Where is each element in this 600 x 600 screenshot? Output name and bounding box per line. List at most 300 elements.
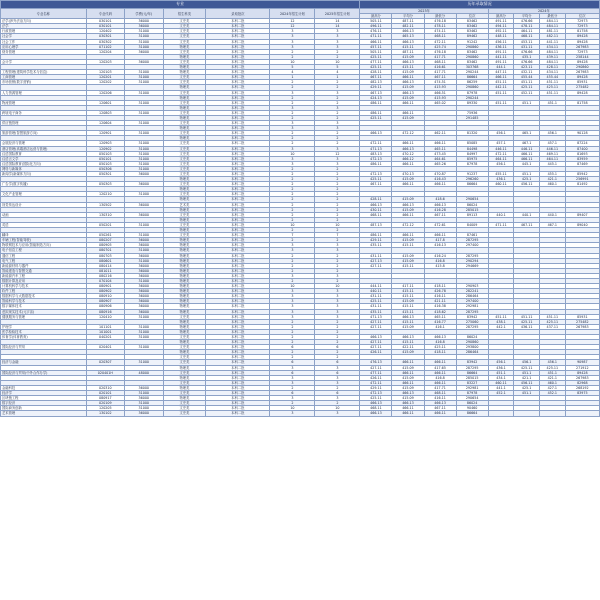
table-cell: 415.93 — [424, 85, 456, 90]
table-cell: 文史类 — [163, 110, 206, 115]
table-cell: 2 — [315, 166, 360, 171]
table-body — [1, 19, 600, 416]
table-cell: 2 — [315, 268, 360, 273]
table-cell: 物理类 — [163, 258, 206, 263]
table-cell: 472.13 — [360, 156, 392, 161]
table-cell: 2 — [270, 319, 315, 324]
table-cell: 文史类 — [163, 39, 206, 44]
table-cell: 英语 — [1, 222, 87, 227]
table-cell: 31000 — [125, 278, 164, 283]
table-cell: 工商管理 — [1, 75, 87, 80]
table-cell: 472.13 — [360, 391, 392, 396]
table-cell: 人力资源管理 — [1, 90, 87, 95]
table-cell: 本科二批 — [206, 24, 270, 29]
table-cell: 本科二批 — [206, 309, 270, 314]
table-cell: 本科二批 — [206, 268, 270, 273]
table-cell: 436.11 — [488, 44, 514, 49]
table-cell: 89428 — [565, 90, 599, 95]
table-cell: 446.11 — [488, 146, 514, 151]
table-cell: 3 — [270, 90, 315, 95]
table-cell: 2 — [270, 212, 315, 217]
table-cell: 本科二批 — [206, 253, 270, 258]
table-cell: 466.13 — [392, 29, 424, 34]
table-cell — [514, 411, 540, 416]
table-cell: 本科二批 — [206, 136, 270, 141]
table-cell: 3 — [270, 126, 315, 131]
table-cell: 468.11 — [360, 406, 392, 411]
table-cell: 2 — [315, 85, 360, 90]
table-cell: 416.8 — [424, 340, 456, 345]
table-cell: 466.13 — [360, 401, 392, 406]
table-cell: 2 — [315, 131, 360, 136]
table-cell: 数字媒体技术 — [1, 304, 87, 309]
table-cell: 81492 — [565, 182, 599, 187]
table-cell: 86024 — [456, 335, 488, 340]
col-y2-avg: 平均分 — [514, 14, 540, 19]
table-cell: 社会学 — [1, 34, 87, 39]
table-cell: 3 — [270, 44, 315, 49]
table-cell: 020401 — [86, 345, 125, 350]
table-cell: 2 — [270, 141, 315, 146]
table-cell: 496.11 — [360, 24, 392, 29]
table-cell: 425.11 — [360, 54, 392, 59]
table-cell: 466.13 — [392, 401, 424, 406]
table-cell: 本科二批 — [206, 324, 270, 329]
table-cell: 1 — [315, 75, 360, 80]
table-cell: 297400 — [456, 243, 488, 248]
table-cell: 425.11 — [360, 65, 392, 70]
table-cell: 10 — [270, 222, 315, 227]
table-cell: 453.11 — [514, 39, 540, 44]
table-cell: 89040 — [565, 222, 599, 227]
table-cell: 31000 — [125, 406, 164, 411]
table-cell: 466.13 — [424, 202, 456, 207]
table-cell: 10 — [270, 284, 315, 289]
table-cell: 080910 — [86, 294, 125, 299]
table-cell: 10 — [315, 59, 360, 64]
table-cell: 428.11 — [360, 70, 392, 75]
table-cell: 020310 — [86, 385, 125, 390]
table-cell: 465.1 — [514, 131, 540, 136]
table-cell: 268192 — [565, 385, 599, 390]
table-cell: 本科二批 — [206, 375, 270, 380]
table-cell: 文史类 — [163, 360, 206, 365]
table-cell: 465.11 — [424, 146, 456, 151]
table-cell: 3 — [315, 44, 360, 49]
table-cell: 491.11 — [488, 49, 514, 54]
table-cell: 新能源汽车工程 — [1, 273, 87, 278]
table-cell: 466.11 — [424, 411, 456, 416]
table-cell: 物理类 — [163, 243, 206, 248]
table-cell: 3 — [315, 309, 360, 314]
table-cell: 290654 — [456, 197, 488, 202]
table-cell: 物理类 — [163, 54, 206, 59]
table-cell: 物理类 — [163, 70, 206, 75]
table-cell: 31000 — [125, 391, 164, 396]
table-cell: 31000 — [125, 131, 164, 136]
table-cell: 文史类 — [163, 146, 206, 151]
table-cell: 数据计算及应用 — [1, 278, 87, 283]
col-plan2024: 2024年招生计划 — [270, 9, 315, 19]
table-cell: 本科二批 — [206, 222, 270, 227]
table-cell: 12 — [270, 24, 315, 29]
table-cell: 31000 — [125, 146, 164, 151]
table-cell: 418.6 — [424, 197, 456, 202]
table-cell: 451.1 — [514, 100, 540, 105]
table-cell: 86664 — [456, 411, 488, 416]
table-cell: 466.13 — [392, 59, 424, 64]
table-cell: 120206 — [86, 90, 125, 95]
table-cell: 36000 — [125, 411, 164, 416]
table-cell: 2 — [270, 100, 315, 105]
table-cell: 3 — [315, 146, 360, 151]
table-cell: 434.11 — [539, 70, 565, 75]
table-cell: 415.11 — [392, 340, 424, 345]
table-cell: 470.12 — [392, 151, 424, 156]
table-cell: 451.11 — [514, 80, 540, 85]
table-cell: 303768 — [456, 65, 488, 70]
table-cell: 080207 — [86, 238, 125, 243]
table-cell: 3 — [315, 299, 360, 304]
table-cell: 415.11 — [392, 294, 424, 299]
table-cell: 080901 — [86, 284, 125, 289]
table-cell: 文史类 — [163, 172, 206, 177]
table-cell: 451.1 — [539, 370, 565, 375]
table-cell: 本科二批 — [206, 29, 270, 34]
table-cell: 物理类 — [163, 396, 206, 401]
table-cell: 469.11 — [539, 151, 565, 156]
table-cell: 87461 — [456, 233, 488, 238]
table-cell: 7 — [270, 233, 315, 238]
table-cell: 120201 — [86, 75, 125, 80]
table-cell: 290860 — [565, 65, 599, 70]
table-cell: 文史类 — [163, 192, 206, 197]
table-cell: 465.13 — [392, 34, 424, 39]
table-cell: 2 — [270, 258, 315, 263]
table-cell: 汉语言文学 — [1, 156, 87, 161]
table-cell: 416.28 — [424, 207, 456, 212]
table-cell: 020109 — [86, 401, 125, 406]
table-cell: 物理类 — [163, 197, 206, 202]
table-cell: 本科二批 — [206, 95, 270, 100]
table-cell: 416.24 — [424, 253, 456, 258]
table-cell: 36000 — [125, 19, 164, 24]
table-cell: 465.26 — [424, 161, 456, 166]
table-cell: 2 — [315, 49, 360, 54]
table-cell: 本科二批 — [206, 284, 270, 289]
table-cell: 472.11 — [488, 151, 514, 156]
table-cell: 本科二批 — [206, 233, 270, 238]
table-cell: 2 — [315, 263, 360, 268]
table-cell: 86024 — [456, 401, 488, 406]
table-cell: 90460 — [456, 406, 488, 411]
table-cell: 451.11 — [539, 80, 565, 85]
table-cell: 83975 — [565, 391, 599, 396]
table-cell: 2 — [315, 95, 360, 100]
table-cell: 415.09 — [392, 385, 424, 390]
table-cell: 418.11 — [424, 350, 456, 355]
table-cell: 经济学 — [1, 391, 87, 396]
table-cell: 426.11 — [360, 350, 392, 355]
table-cell: 文史类 — [163, 314, 206, 319]
table-cell: 31000 — [125, 75, 164, 80]
table-cell: 292981 — [456, 385, 488, 390]
table-cell: 通信工程 — [1, 253, 87, 258]
table-cell: 491.11 — [488, 19, 514, 24]
table-cell: 2 — [315, 350, 360, 355]
table-cell: 31000 — [125, 258, 164, 263]
col-y1-avg: 平均分 — [392, 14, 424, 19]
table-cell: 452.1 — [488, 391, 514, 396]
table-cell: 物理类 — [163, 238, 206, 243]
table-cell: 285015 — [456, 375, 488, 380]
table-cell: 487.13 — [360, 222, 392, 227]
table-cell: 442.1 — [488, 324, 514, 329]
table-cell: 2 — [315, 177, 360, 182]
table-cell: 本科二批 — [206, 396, 270, 401]
table-cell: 2 — [270, 49, 315, 54]
table-cell: 417.71 — [424, 385, 456, 390]
table-cell: 467.11 — [424, 75, 456, 80]
table-cell: 467.11 — [360, 75, 392, 80]
table-cell: 物流管理 — [1, 100, 87, 105]
table-cell: 83227 — [456, 380, 488, 385]
table-cell: 416.1 — [424, 324, 456, 329]
table-cell: 85942 — [565, 172, 599, 177]
table-cell: 417.71 — [424, 54, 456, 59]
table-cell: 36000 — [125, 299, 164, 304]
table-cell: 451.11 — [539, 314, 565, 319]
table-cell: 83462 — [456, 59, 488, 64]
table-cell: 85085 — [456, 141, 488, 146]
table-cell: 本科二批 — [206, 345, 270, 350]
table-cell: 2 — [270, 324, 315, 329]
table-cell: 31000 — [125, 39, 164, 44]
table-cell: 文史类 — [163, 34, 206, 39]
table-cell: 本科二批 — [206, 314, 270, 319]
table-cell: 36000 — [125, 182, 164, 187]
table-cell: 本科二批 — [206, 39, 270, 44]
table-cell: 社会工作 — [1, 39, 87, 44]
table-cell: 本科二批 — [206, 365, 270, 370]
table-cell: 数据科学与大数据技术 — [1, 294, 87, 299]
table-cell: 415.09 — [392, 253, 424, 258]
table-cell: 本科二批 — [206, 192, 270, 197]
table-cell: 本科二批 — [206, 294, 270, 299]
table-cell: 本科二批 — [206, 151, 270, 156]
table-cell: 2 — [270, 136, 315, 141]
table-cell: 460.1 — [539, 182, 565, 187]
table-cell: 464.11 — [539, 156, 565, 161]
table-cell: 478.11 — [424, 24, 456, 29]
table-cell: 文史类 — [163, 59, 206, 64]
table-cell: 470.13 — [392, 172, 424, 177]
table-cell: 文史类 — [163, 166, 206, 171]
table-cell: 3 — [270, 396, 315, 401]
table-cell: 296260 — [456, 177, 488, 182]
table-cell: 物理类 — [163, 136, 206, 141]
table-cell: 89428 — [565, 59, 599, 64]
table-cell: 3 — [270, 121, 315, 126]
table-cell: 90128 — [565, 131, 599, 136]
table-cell: 10 — [270, 151, 315, 156]
table-cell: 本科二批 — [206, 131, 270, 136]
table-cell: 31000 — [125, 360, 164, 365]
table-cell: 文史类 — [163, 406, 206, 411]
table-cell: 87978 — [456, 391, 488, 396]
table-cell: 文史类 — [163, 411, 206, 416]
table-cell: 466.13 — [360, 411, 392, 416]
table-cell: 466.13 — [360, 335, 392, 340]
table-cell: 文史类 — [163, 212, 206, 217]
table-cell: 2 — [315, 80, 360, 85]
table-cell: 84997 — [456, 151, 488, 156]
table-cell: 本科二批 — [206, 340, 270, 345]
table-cell: 292981 — [456, 304, 488, 309]
table-cell: 物理类 — [163, 289, 206, 294]
table-cell: 428.11 — [539, 65, 565, 70]
table-cell: 120204 — [86, 49, 125, 54]
table-cell: 31000 — [125, 34, 164, 39]
table-cell: 物理类 — [163, 385, 206, 390]
table-cell: 2 — [270, 238, 315, 243]
table-cell: 91242 — [456, 39, 488, 44]
table-cell: 120901 — [86, 131, 125, 136]
table-cell: 物理类 — [163, 105, 206, 110]
table-cell: 3 — [315, 39, 360, 44]
table-cell: 120903 — [86, 141, 125, 146]
table-cell: 466.11 — [424, 360, 456, 365]
table-cell: 030101 — [86, 19, 125, 24]
table-cell: 466.11 — [392, 360, 424, 365]
table-cell: 72973 — [565, 19, 599, 24]
table-cell: 本科二批 — [206, 141, 270, 146]
table-cell: 050301 — [86, 172, 125, 177]
table-cell: 36000 — [125, 202, 164, 207]
table-cell: 3 — [270, 146, 315, 151]
table-cell: 新闻学(新媒体方向) — [1, 172, 87, 177]
table-cell: 471.11 — [488, 222, 514, 227]
table-cell: 2 — [270, 172, 315, 177]
table-cell: 物理类 — [163, 319, 206, 324]
table-cell: 456.11 — [514, 380, 540, 385]
table-cell: 445.1 — [539, 161, 565, 166]
table-cell: 425.11 — [539, 365, 565, 370]
table-cell: 425.11 — [539, 319, 565, 324]
table-cell: 287295 — [456, 309, 488, 314]
table-cell: 466.11 — [514, 151, 540, 156]
table-cell: 83462 — [456, 29, 488, 34]
table-cell: 456.1 — [514, 360, 540, 365]
table-cell: 31000 — [125, 233, 164, 238]
table-cell: 2 — [315, 340, 360, 345]
table-cell: 466.51 — [424, 90, 456, 95]
table-cell: 物理类 — [163, 299, 206, 304]
table-cell: 2 — [315, 355, 360, 360]
table-cell: 415.09 — [392, 350, 424, 355]
table-cell: 2 — [315, 401, 360, 406]
table-cell: 3 — [270, 248, 315, 253]
table-cell: 31000 — [125, 121, 164, 126]
table-cell: 080905 — [86, 243, 125, 248]
table-cell: 080917 — [86, 396, 125, 401]
table-cell: 448.11 — [488, 34, 514, 39]
table-cell: 36000 — [125, 49, 164, 54]
table-cell: 415.09 — [392, 95, 424, 100]
col-y2-min: 最低分 — [539, 14, 565, 19]
table-cell: 466.11 — [392, 100, 424, 105]
table-cell: 472.11 — [360, 380, 392, 385]
table-cell: 本科二批 — [206, 329, 270, 334]
table-cell: 3 — [270, 289, 315, 294]
table-cell: 本科二批 — [206, 121, 270, 126]
table-cell: 425.11 — [514, 365, 540, 370]
table-cell: 3 — [315, 314, 360, 319]
table-cell: 455.44 — [539, 75, 565, 80]
table-cell: 491.11 — [488, 59, 514, 64]
table-cell: 3 — [315, 304, 360, 309]
table-cell: 10 — [315, 284, 360, 289]
table-cell: 2 — [315, 202, 360, 207]
table-cell: 440.11 — [360, 289, 392, 294]
table-cell: 434.11 — [539, 44, 565, 49]
table-cell: 物理类 — [163, 85, 206, 90]
table-cell: 本科二批 — [206, 70, 270, 75]
table-cell: 466.13 — [424, 335, 456, 340]
table-cell: 425.11 — [360, 299, 392, 304]
table-cell: 89428 — [565, 75, 599, 80]
table-cell: 医学检验技术 — [1, 329, 87, 334]
table-cell: 466.11 — [392, 406, 424, 411]
table-cell: 071102 — [86, 44, 125, 49]
table-cell: 4 — [270, 70, 315, 75]
table-cell: 艺术管理 — [1, 411, 87, 416]
table-cell: 3 — [315, 161, 360, 166]
table-cell: 3 — [270, 294, 315, 299]
table-cell: 法学 — [1, 24, 87, 29]
table-cell: 3 — [270, 105, 315, 110]
table-cell: 466.13 — [392, 80, 424, 85]
table-cell: 467.13 — [360, 90, 392, 95]
table-cell: 486.11 — [360, 110, 392, 115]
table-cell: 6 — [270, 345, 315, 350]
table-cell: 2 — [315, 329, 360, 334]
table-cell: 文史类 — [163, 19, 206, 24]
table-cell: 466.13 — [392, 146, 424, 151]
table-cell: 89428 — [565, 370, 599, 375]
table-cell: 467.11 — [424, 212, 456, 217]
table-cell: 2 — [315, 335, 360, 340]
table-cell: 267983 — [565, 375, 599, 380]
table-cell: 2 — [315, 115, 360, 120]
table-cell: 31000 — [125, 335, 164, 340]
table-cell: 86664 — [456, 370, 488, 375]
table-cell: 文史类 — [163, 401, 206, 406]
table-cell: 2 — [270, 85, 315, 90]
table-cell: 10 — [270, 59, 315, 64]
table-cell: 国际经济与贸易(中外合作办学) — [1, 370, 87, 375]
table-cell: 466.11 — [392, 141, 424, 146]
table-cell: 本科二批 — [206, 238, 270, 243]
table-cell: 050201 — [86, 222, 125, 227]
table-cell: 会计学 — [1, 59, 87, 64]
table-cell: 81693 — [565, 151, 599, 156]
table-cell: 本科二批 — [206, 105, 270, 110]
table-cell: 物理类 — [163, 329, 206, 334]
table-cell: 86259 — [456, 80, 488, 85]
table-cell: 本科二批 — [206, 54, 270, 59]
table-cell: 数字经济 — [1, 401, 87, 406]
